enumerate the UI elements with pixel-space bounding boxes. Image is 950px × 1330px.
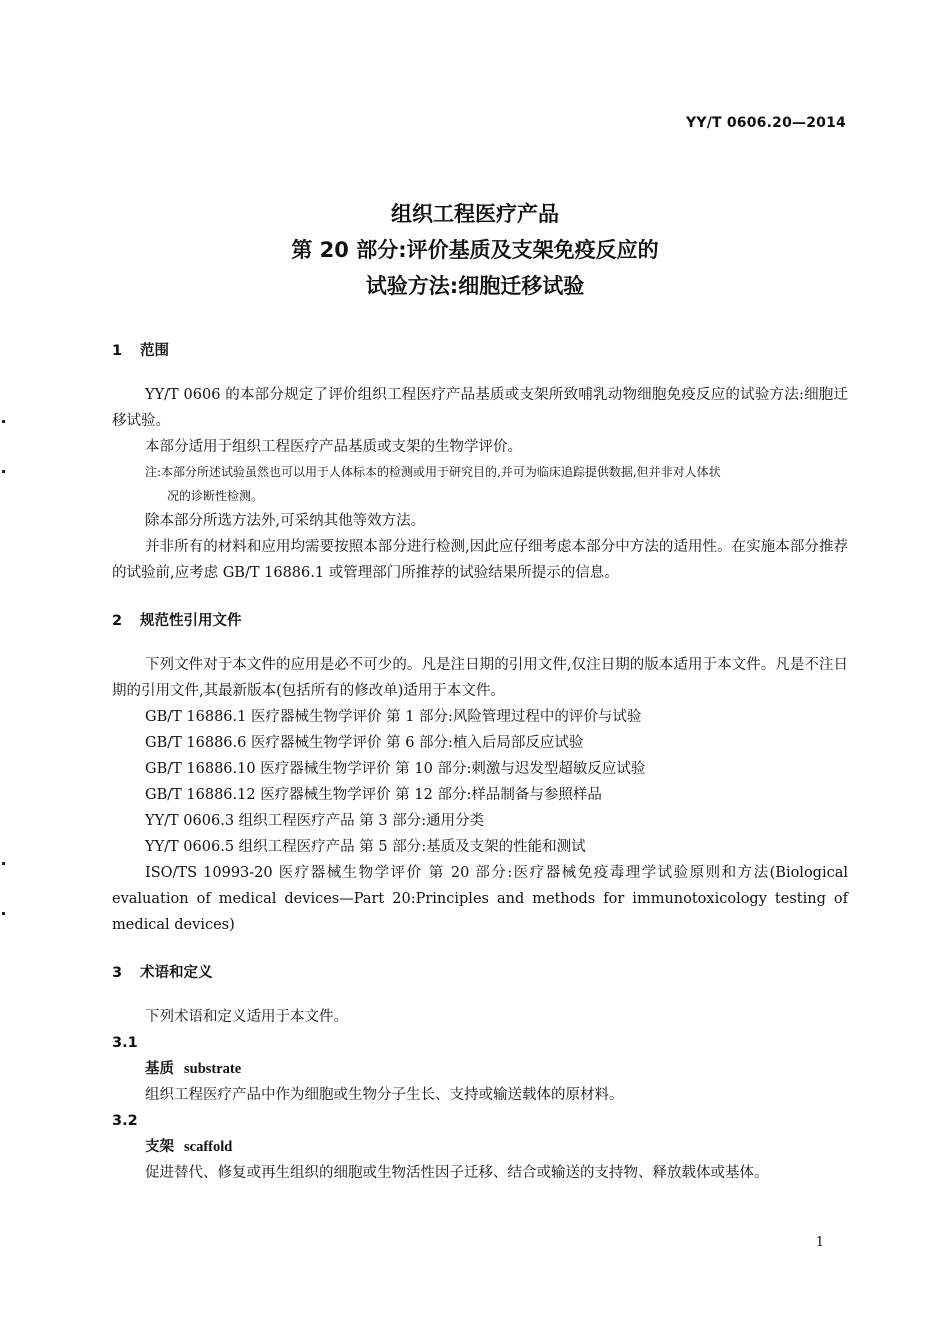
reference-item: GB/T 16886.6 医疗器械生物学评价 第 6 部分:植入后局部反应试验 <box>145 735 584 751</box>
reference-item: YY/T 0606.3 组织工程医疗产品 第 3 部分:通用分类 <box>145 813 485 829</box>
section-number: 1 <box>112 343 123 359</box>
section-title: 规范性引用文件 <box>140 613 242 629</box>
section-title: 术语和定义 <box>140 965 213 981</box>
term-definition: 组织工程医疗产品中作为细胞或生物分子生长、支持或输送载体的原材料。 <box>145 1087 624 1103</box>
term-number: 3.2 <box>112 1113 138 1129</box>
reference-item: GB/T 16886.12 医疗器械生物学评价 第 12 部分:样品制备与参照样品 <box>145 787 602 803</box>
note-line: 况的诊断性检测。 <box>167 489 264 503</box>
paragraph: 本部分适用于组织工程医疗产品基质或支架的生物学评价。 <box>145 439 522 455</box>
term-zh: 支架 <box>145 1138 174 1155</box>
section-number: 3 <box>112 965 123 981</box>
paragraph: 下列术语和定义适用于本文件。 <box>145 1009 348 1025</box>
term-number: 3.1 <box>112 1035 138 1051</box>
term-en: scaffold <box>184 1139 233 1155</box>
scan-artifact <box>2 862 5 865</box>
term-en: substrate <box>184 1061 242 1077</box>
reference-item: GB/T 16886.10 医疗器械生物学评价 第 10 部分:刺激与迟发型超敏反应试验 <box>145 761 646 777</box>
section-heading-normative-references <box>112 608 848 634</box>
scan-artifact <box>2 470 5 473</box>
page-number: 1 <box>815 1235 824 1250</box>
title-line-2: 第 20 部分:评价基质及支架免疫反应的 <box>291 238 659 262</box>
term-name <box>112 1056 848 1082</box>
term-zh: 基质 <box>145 1060 174 1077</box>
paragraph: 下列文件对于本文件的应用是必不可少的。凡是注日期的引用文件,仅注日期的版本适用于本文件。凡是不注日期的引用文件,其最新版本(包括所有的修改单)适用于本文件。 <box>112 657 848 699</box>
spacer <box>112 938 848 960</box>
section-heading-scope <box>112 338 848 364</box>
note <box>112 460 848 508</box>
note-line: 注:本部分所述试验虽然也可以用于人体标本的检测或用于研究目的,并可为临床追踪提供数据,但并非对人体状 <box>145 465 721 479</box>
reference-item: YY/T 0606.5 组织工程医疗产品 第 5 部分:基质及支架的性能和测试 <box>145 839 586 855</box>
term-definition: 促进替代、修复或再生组织的细胞或生物活性因子迁移、结合或输送的支持物、释放载体或基体。 <box>145 1165 769 1181</box>
scan-artifact <box>2 420 5 423</box>
scan-artifact <box>2 912 5 915</box>
section-number: 2 <box>112 613 123 629</box>
spacer <box>112 586 848 608</box>
paragraph: YY/T 0606 的本部分规定了评价组织工程医疗产品基质或支架所致哺乳动物细胞免疫反应的试验方法:细胞迁移试验。 <box>112 387 848 429</box>
section-title: 范围 <box>140 343 169 359</box>
term-name <box>112 1134 848 1160</box>
paragraph: 除本部分所选方法外,可采纳其他等效方法。 <box>145 513 426 529</box>
section-heading-terms <box>112 960 848 986</box>
reference-item: GB/T 16886.1 医疗器械生物学评价 第 1 部分:风险管理过程中的评价与试验 <box>145 709 642 725</box>
reference-item: ISO/TS 10993-20 医疗器械生物学评价 第 20 部分:医疗器械免疫毒理学试验原则和方法(Biological evaluation of medical devices—Part 20:Principles and methods for immunotoxicology testing of medical devices) <box>112 865 848 933</box>
title-line-1: 组织工程医疗产品 <box>391 202 559 226</box>
document-body <box>112 338 848 1186</box>
title-line-3: 试验方法:细胞迁移试验 <box>365 274 585 298</box>
standard-code: YY/T 0606.20—2014 <box>686 115 846 131</box>
paragraph: 并非所有的材料和应用均需要按照本部分进行检测,因此应仔细考虑本部分中方法的适用性。在实施本部分推荐的试验前,应考虑 GB/T 16886.1 或管理部门所推荐的试验结果所提示的信息。 <box>112 539 848 581</box>
document-title <box>0 196 950 304</box>
